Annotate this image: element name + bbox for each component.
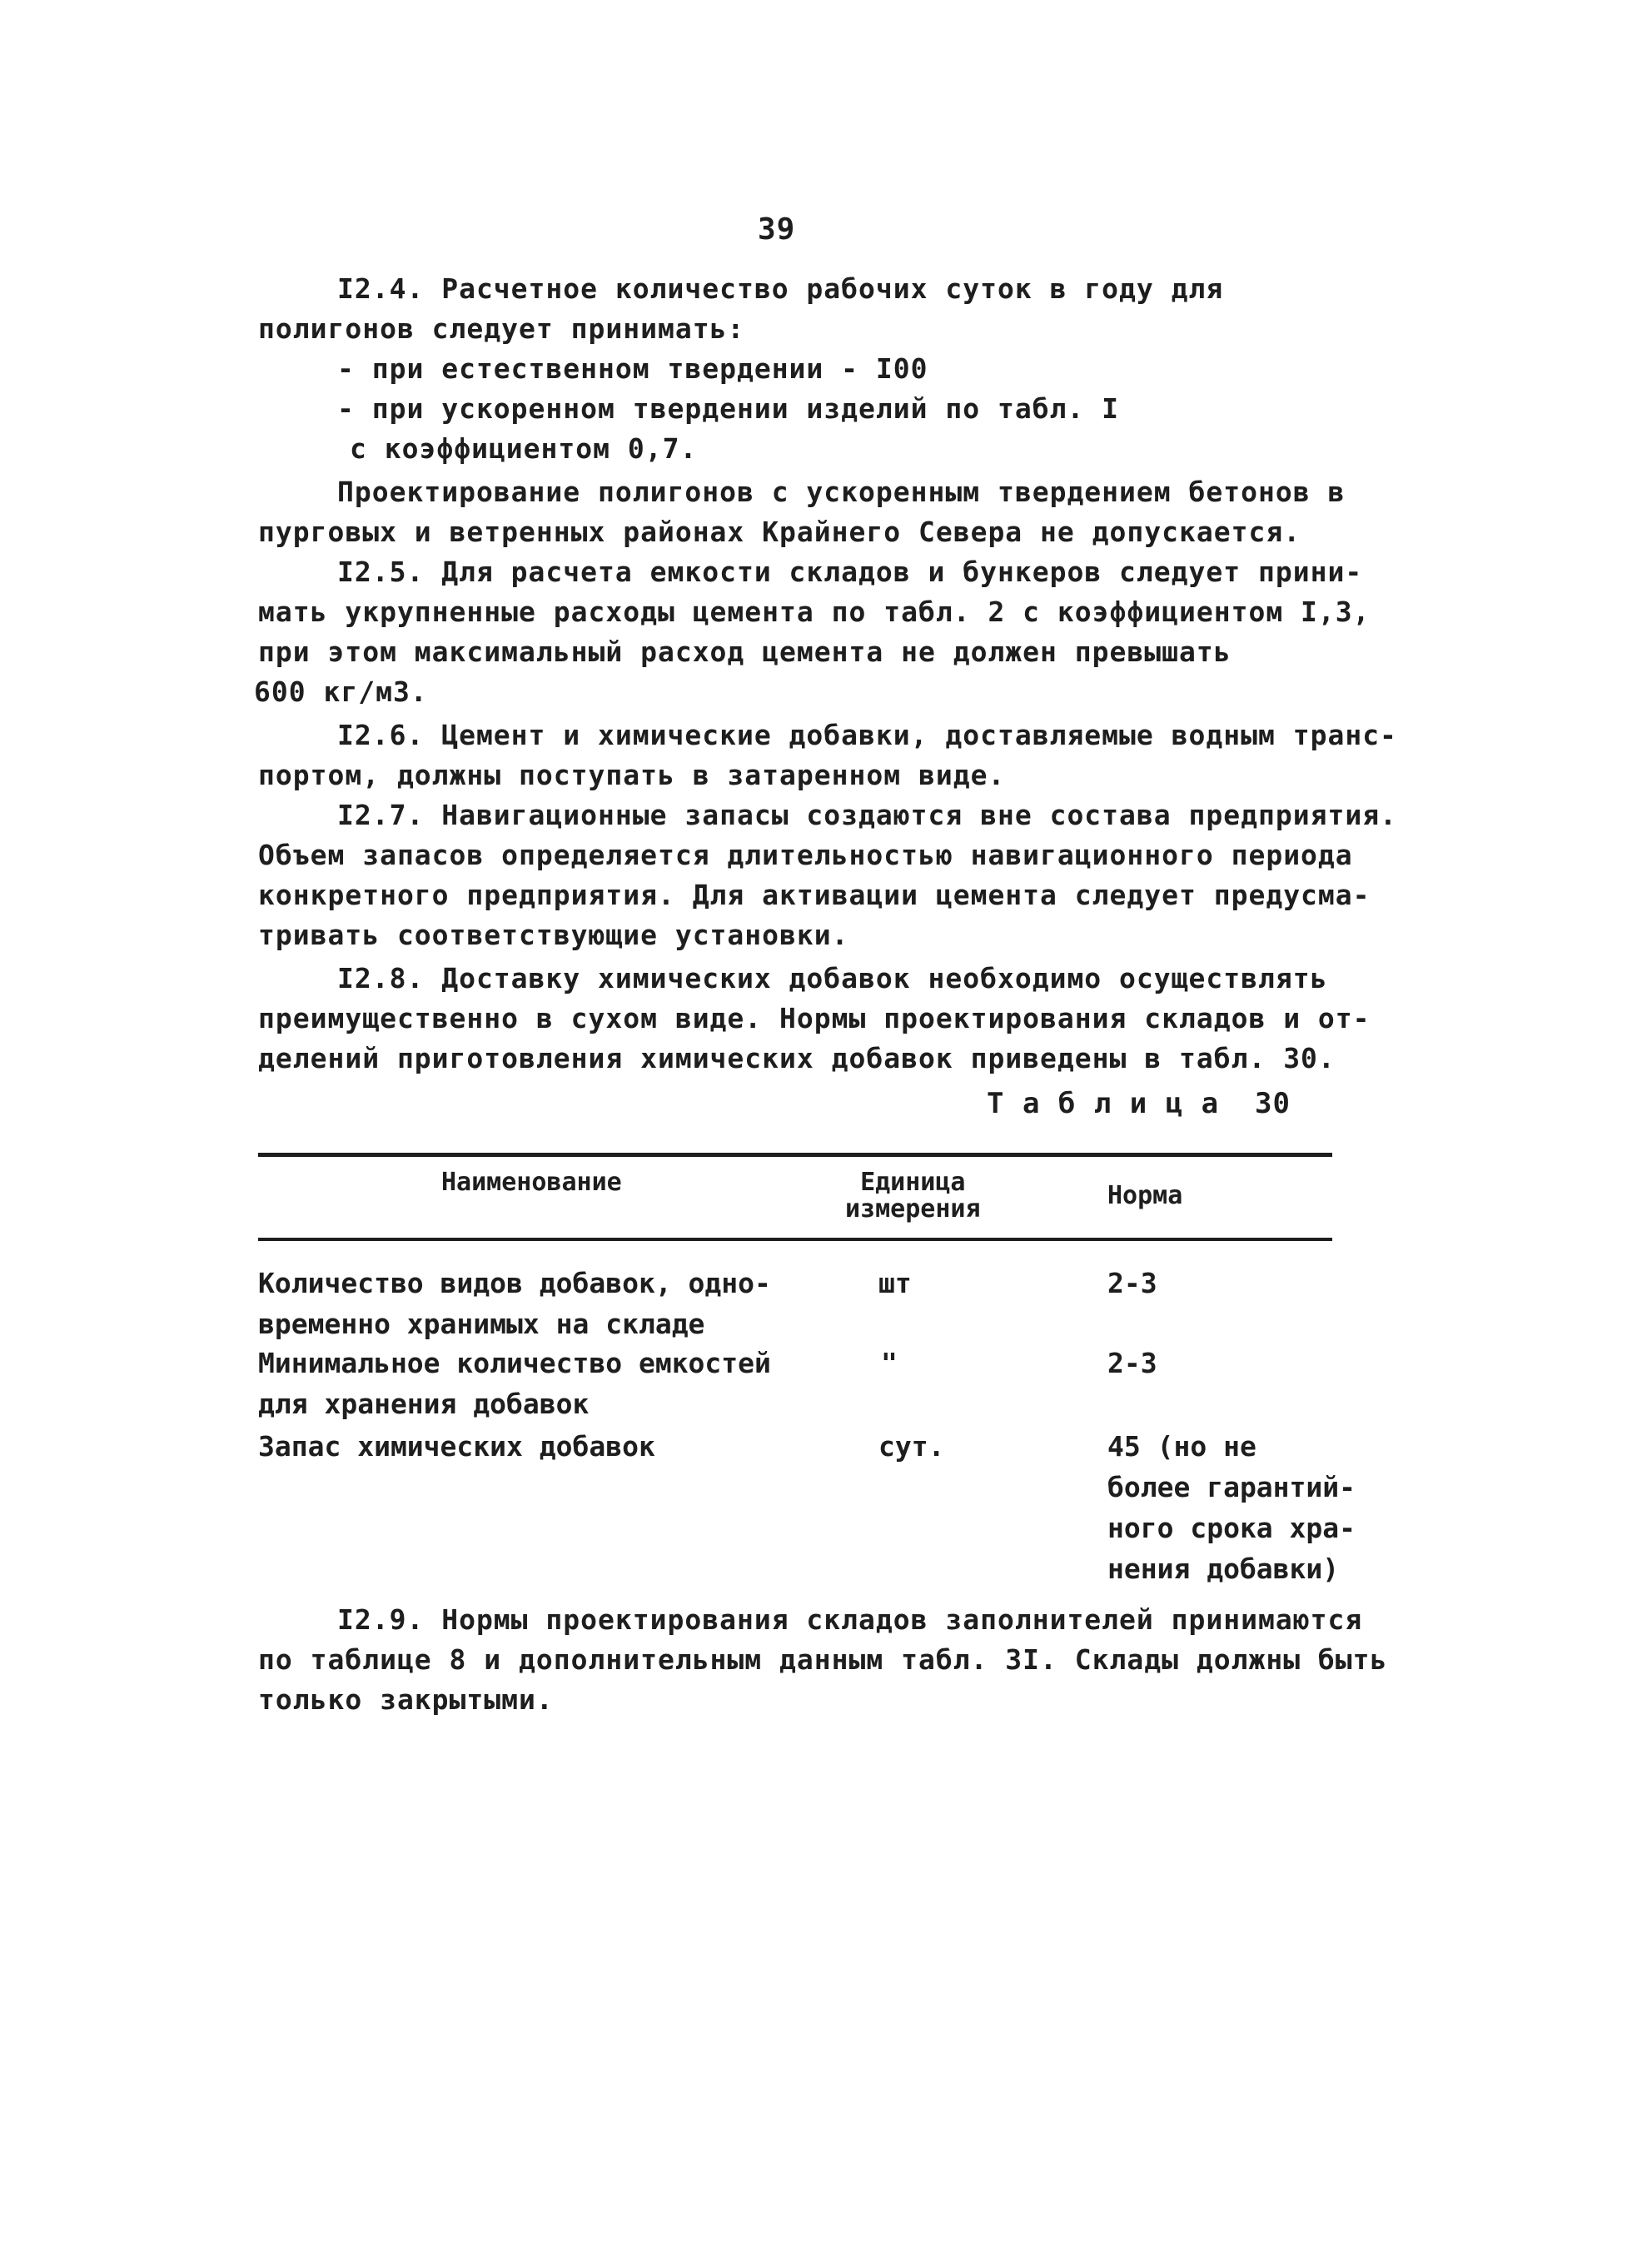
paragraph-line: портом, должны поступать в затаренном виде.	[258, 759, 1006, 791]
paragraph-line: I2.9. Нормы проектирования складов заполнителей принимаются	[337, 1603, 1363, 1636]
paragraph-line: I2.8. Доставку химических добавок необходимо осуществлять	[337, 962, 1328, 994]
paragraph-line: конкретного предприятия. Для активации цемента следует предусма-	[258, 879, 1371, 911]
table-cell-norm: 2-3	[1107, 1347, 1157, 1379]
paragraph-line: при этом максимальный расход цемента не должен превышать	[258, 636, 1232, 668]
paragraph-line: преимущественно в сухом виде. Нормы проектирования складов и от-	[258, 1002, 1371, 1034]
paragraph-line: I2.4. Расчетное количество рабочих суток в году для	[337, 272, 1224, 305]
paragraph-line: пурговых и ветренных районах Крайнего Севера не допускается.	[258, 516, 1301, 548]
table-header-rule	[258, 1238, 1332, 1241]
table-top-rule	[258, 1153, 1332, 1157]
table-cell-norm: 45 (но не более гарантий- ного срока хра- нения добавки)	[1107, 1430, 1356, 1585]
page-number: 39	[758, 212, 796, 247]
list-item: - при ускоренном твердении изделий по табл. I	[337, 392, 1120, 425]
list-item: - при естественном твердении - I00	[337, 352, 928, 385]
paragraph-line: Проектирование полигонов с ускоренным твердением бетонов в	[337, 476, 1346, 508]
paragraph-line: только закрытыми.	[258, 1683, 554, 1716]
table-cell-unit: "	[881, 1347, 898, 1379]
paragraph-line: с коэффициентом 0,7.	[350, 432, 698, 465]
table-cell-name: Запас химических добавок	[258, 1430, 655, 1463]
paragraph-line: I2.5. Для расчета емкости складов и бункеров следует прини-	[337, 556, 1363, 588]
paragraph-line: тривать соответствующие установки.	[258, 919, 849, 951]
paragraph-line: I2.6. Цемент и химические добавки, доставляемые водным транс-	[337, 719, 1397, 751]
table-cell-name: Минимальное количество емкостей для хранения добавок	[258, 1347, 771, 1420]
column-header-unit: Единица измерения	[845, 1168, 981, 1224]
paragraph-line: делений приготовления химических добавок приведены в табл. 30.	[258, 1042, 1336, 1074]
paragraph-line: полигонов следует принимать:	[258, 312, 745, 345]
paragraph-line: 600 кг/м3.	[254, 675, 428, 708]
table-cell-name: Количество видов добавок, одно- временно хранимых на складе	[258, 1267, 771, 1340]
column-header-name: Наименование	[441, 1168, 622, 1197]
column-header-norm: Норма	[1107, 1181, 1183, 1210]
paragraph-line: Объем запасов определяется длительностью навигационного периода	[258, 839, 1353, 871]
table-cell-unit: шт	[878, 1267, 912, 1299]
table-cell-unit: сут.	[878, 1430, 945, 1463]
paragraph-line: мать укрупненные расходы цемента по табл. 2 с коэффициентом I,3,	[258, 596, 1371, 628]
table-caption: Т а б л и ц а 30	[987, 1087, 1291, 1120]
paragraph-line: по таблице 8 и дополнительным данным табл. 3I. Склады должны быть	[258, 1643, 1388, 1676]
paragraph-line: I2.7. Навигационные запасы создаются вне состава предприятия.	[337, 799, 1397, 831]
table-cell-norm: 2-3	[1107, 1267, 1157, 1299]
